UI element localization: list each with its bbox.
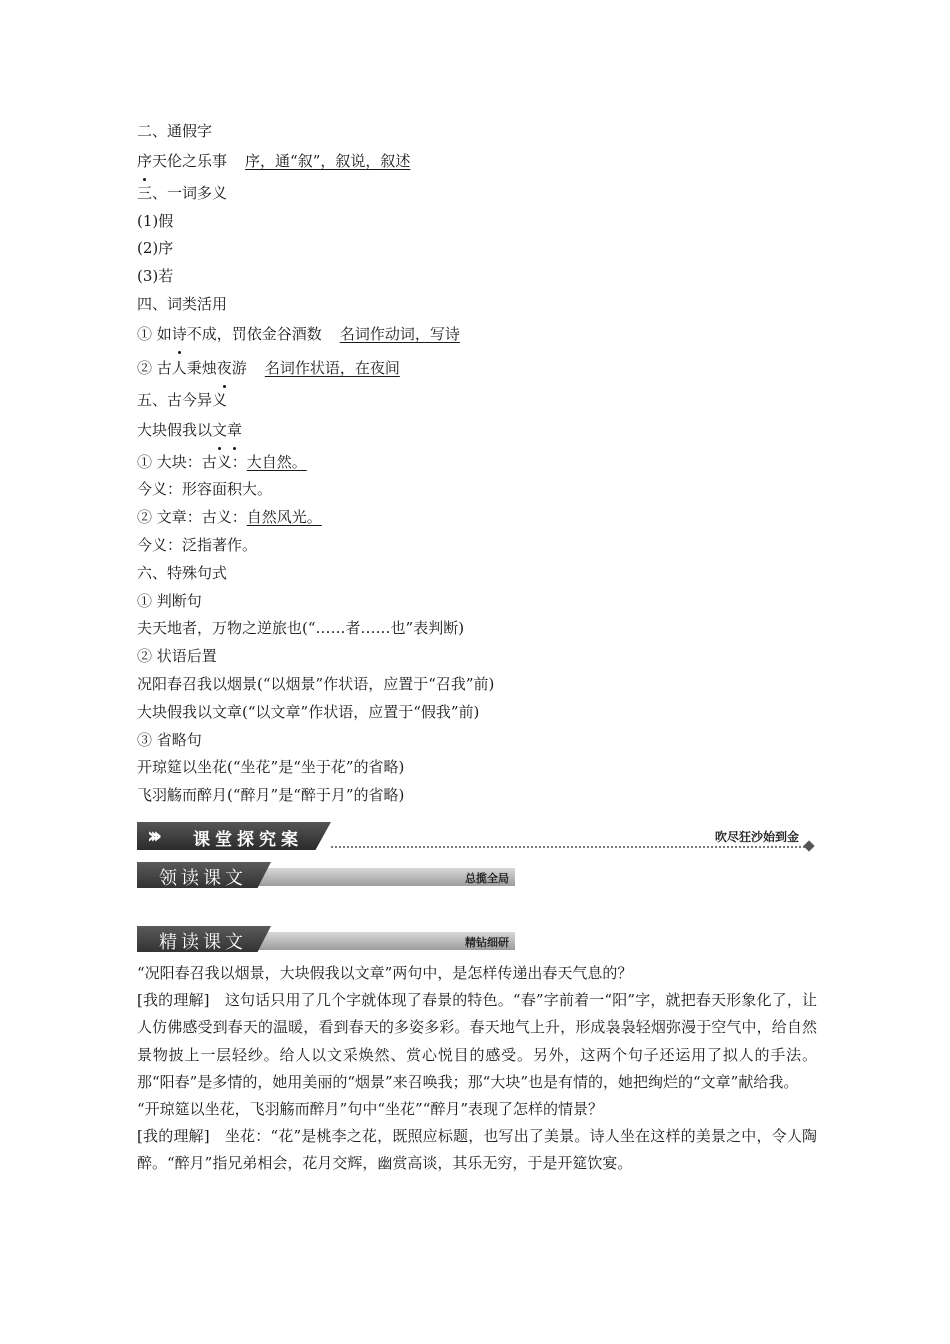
item-text: ② 文章：古义： — [137, 508, 247, 527]
banner-subtitle: 总揽全局 — [465, 872, 509, 885]
item-text: ① 如 — [137, 324, 172, 343]
list-item: (2)序 — [137, 239, 174, 258]
cileihuoyong-item-1 — [137, 319, 817, 353]
question-2: “开琼筵以坐花，飞羽觞而醉月”句中“坐花”“醉月”表现了怎样的情景？ — [137, 1100, 604, 1119]
heading-cileihuoyong: 四、词类活用 — [137, 294, 228, 313]
gujinyiyi-sentence — [137, 415, 817, 449]
banner-subtitle: 精钻细研 — [465, 936, 509, 949]
question-1: “况阳春召我以烟景，大块假我以文章”两句中，是怎样传递出春天气息的？ — [137, 964, 633, 982]
banner-motto: 吹尽狂沙始到金 — [714, 830, 799, 844]
answer-1: [我的理解] 这句话只用了几个字就体现了春景的特色。“春”字前着一“阳”字，就把春天形象化了，让人仿佛感受到春天的温暖，看到春天的多姿多彩。春天地气上升，形成袅袅轻烟弥漫于空气中，给自然景物披上一层轻纱。给人以文采焕然、赏心悦目的感受。另外，这两个句子还运用了拟人的手法。那“阳春”是多情的，她用美丽的“烟景”来召唤我；那“大块”也是有情的，她把绚烂的“文章”献给我。 — [137, 991, 817, 1091]
gujinyiyi-item-2 — [137, 504, 817, 532]
answer-text: 名词作动词，写诗 — [339, 324, 460, 343]
banner-title: 课堂探究案 — [193, 830, 303, 850]
answer-text: 名词作状语，在夜间 — [264, 358, 400, 377]
answer-2: [我的理解] 坐花：“花”是桃李之花，既照应标题，也写出了美景。诗人坐在这样的美景之中，令人陶醉。“醉月”指兄弟相会，花月交辉，幽赏高谈，其乐无穷，于是开筵饮宴。 — [137, 1127, 817, 1173]
answer-text: 序，通“叙”，叙说，叙述 — [245, 151, 411, 170]
dotted-rule — [331, 846, 805, 848]
list-item: 大块假我以文章(“以文章”作状语，应置于“假我”前) — [137, 702, 480, 721]
list-item: 飞羽觞而醉月(“醉月”是“醉于月”的省略) — [137, 786, 405, 805]
list-item: 夫天地者，万物之逆旅也(“……者……也”表判断) — [137, 619, 465, 638]
list-item: 况阳春召我以烟景(“以烟景”作状语，应置于“召我”前) — [137, 674, 495, 693]
dotted-char: 夜 — [217, 353, 232, 383]
lingdu-banner — [137, 862, 515, 888]
item-text: 不成，罚依金谷酒数 — [186, 324, 322, 343]
example-text: 天伦之乐事 — [152, 151, 228, 170]
tongjiazi-line — [137, 146, 817, 180]
jingdu-banner — [137, 926, 515, 952]
notes-section — [137, 118, 817, 810]
dotted-char: 诗 — [172, 319, 187, 349]
answer-text: 大自然。 — [246, 452, 307, 471]
gujinyiyi-jin-2: 今义：泛指著作。 — [137, 535, 258, 554]
cileihuoyong-item-2 — [137, 353, 817, 387]
item-text: ① 大块：古义： — [137, 452, 247, 471]
list-item: (3)若 — [137, 267, 174, 286]
double-chevron-icon: ››› — [147, 824, 157, 849]
heading-yiciduoyi: 三、一词多义 — [137, 183, 228, 202]
item-text: 游 — [231, 358, 247, 377]
list-item: ① 判断句 — [137, 591, 202, 610]
list-item: (1)假 — [137, 211, 174, 230]
banner-title: 精读课文 — [159, 932, 247, 953]
dotted-char: 文 — [212, 415, 227, 445]
heading-teshujushi: 六、特殊句式 — [137, 563, 228, 582]
dotted-char: 序 — [137, 146, 152, 176]
dotted-char: 章 — [227, 415, 242, 445]
reading-section — [137, 960, 817, 1178]
heading-tongjiazi: 二、通假字 — [137, 122, 213, 140]
banner-title: 领读课文 — [159, 868, 247, 889]
sentence-text: 大块假我以 — [137, 420, 213, 439]
heading-gujinyiyi: 五、古今异义 — [137, 390, 228, 409]
list-item: ② 状语后置 — [137, 647, 217, 666]
gujinyiyi-item-1 — [137, 449, 817, 477]
item-text: ② 古人秉烛 — [137, 358, 217, 377]
gujinyiyi-jin-1: 今义：形容面积大。 — [137, 480, 273, 499]
diamond-icon — [803, 840, 814, 851]
answer-text: 自然风光。 — [246, 508, 322, 527]
list-item: 开琼筵以坐花(“坐花”是“坐于花”的省略) — [137, 758, 405, 777]
ketang-banner — [137, 822, 817, 850]
list-item: ③ 省略句 — [137, 730, 202, 749]
